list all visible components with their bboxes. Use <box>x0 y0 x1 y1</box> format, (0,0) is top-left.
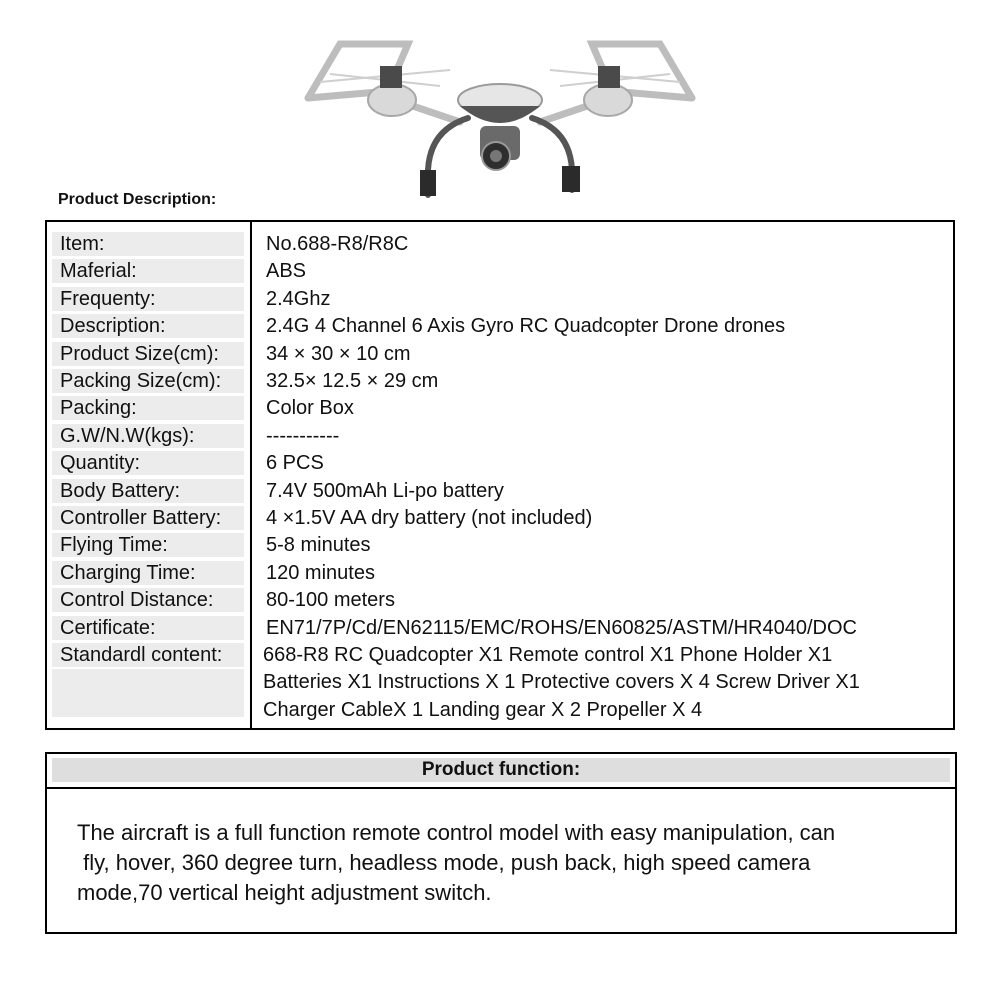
function-text-line: fly, hover, 360 degree turn, headless mode, push back, high speed camera <box>77 850 811 875</box>
spec-value: 32.5× 12.5 × 29 cm <box>266 370 439 392</box>
spec-value: 34 × 30 × 10 cm <box>266 342 411 365</box>
product-function-heading: Product function: <box>52 758 950 782</box>
spec-label: Flying Time: <box>52 533 244 557</box>
spec-row <box>47 505 953 532</box>
spec-label: Maferial: <box>52 259 244 283</box>
spec-label: Frequenty: <box>52 287 244 311</box>
spec-value: Color Box <box>266 397 354 420</box>
spec-label: Packing Size(cm): <box>52 369 244 393</box>
spec-row <box>47 560 953 587</box>
spec-label: Controller Battery: <box>52 506 244 530</box>
spec-label: Charging Time: <box>52 561 244 585</box>
spec-label: Description: <box>52 314 244 338</box>
standard-content-line: Batteries X1 Instructions X 1 Protective covers X 4 Screw Driver X1 <box>263 671 860 694</box>
spec-value: 2.4G 4 Channel 6 Axis Gyro RC Quadcopter Drone drones <box>266 315 786 338</box>
spec-row <box>47 478 953 505</box>
spec-value: 5-8 minutes <box>266 534 371 557</box>
spec-row <box>47 615 953 642</box>
spec-label: Control Distance: <box>52 588 244 612</box>
standard-content-label: Standardl content: <box>52 643 244 667</box>
spec-value: 7.4V 500mAh Li-po battery <box>266 479 504 502</box>
spec-row <box>47 258 953 285</box>
spec-value: EN71/7P/Cd/EN62115/EMC/ROHS/EN60825/ASTM/HR4040/DOC <box>266 616 857 639</box>
spec-label: Item: <box>52 232 244 256</box>
spec-label: Quantity: <box>52 451 244 475</box>
spec-row <box>47 286 953 313</box>
spec-row <box>47 341 953 368</box>
label-filler <box>52 669 244 717</box>
spec-value: ----------- <box>266 424 340 447</box>
spec-row <box>47 231 953 258</box>
product-function-box <box>45 752 957 934</box>
spec-value: 4 ×1.5V AA dry battery (not included) <box>266 507 593 529</box>
spec-label: Product Size(cm): <box>52 342 244 366</box>
standard-content-line: Charger CableX 1 Landing gear X 2 Propeller X 4 <box>263 698 703 721</box>
standard-content-line: 668-R8 RC Quadcopter X1 Remote control X1 Phone Holder X1 <box>263 644 833 666</box>
spec-table <box>45 220 955 730</box>
spec-value: 2.4Ghz <box>266 287 331 310</box>
spec-label: Body Battery: <box>52 479 244 503</box>
product-function-text <box>77 818 947 908</box>
spec-value: 6 PCS <box>266 452 324 475</box>
spec-row <box>47 450 953 477</box>
spec-row <box>47 368 953 395</box>
spec-row <box>47 587 953 614</box>
function-text-line: The aircraft is a full function remote control model with easy manipulation, can <box>77 820 836 845</box>
spec-label: G.W/N.W(kgs): <box>52 424 244 448</box>
spec-value: 80-100 meters <box>266 589 395 612</box>
product-description-heading: Product Description: <box>58 191 217 208</box>
spec-value: ABS <box>266 260 307 283</box>
function-divider <box>47 787 955 789</box>
spec-row <box>47 313 953 340</box>
spec-value: 120 minutes <box>266 561 375 584</box>
drone-image <box>300 30 700 200</box>
spec-row <box>47 423 953 450</box>
spec-row <box>47 532 953 559</box>
spec-label: Certificate: <box>52 616 244 640</box>
spec-label: Packing: <box>52 396 244 420</box>
spec-value: No.688-R8/R8C <box>266 233 409 255</box>
spec-row <box>47 395 953 422</box>
function-text-line: mode,70 vertical height adjustment switch. <box>77 880 492 905</box>
